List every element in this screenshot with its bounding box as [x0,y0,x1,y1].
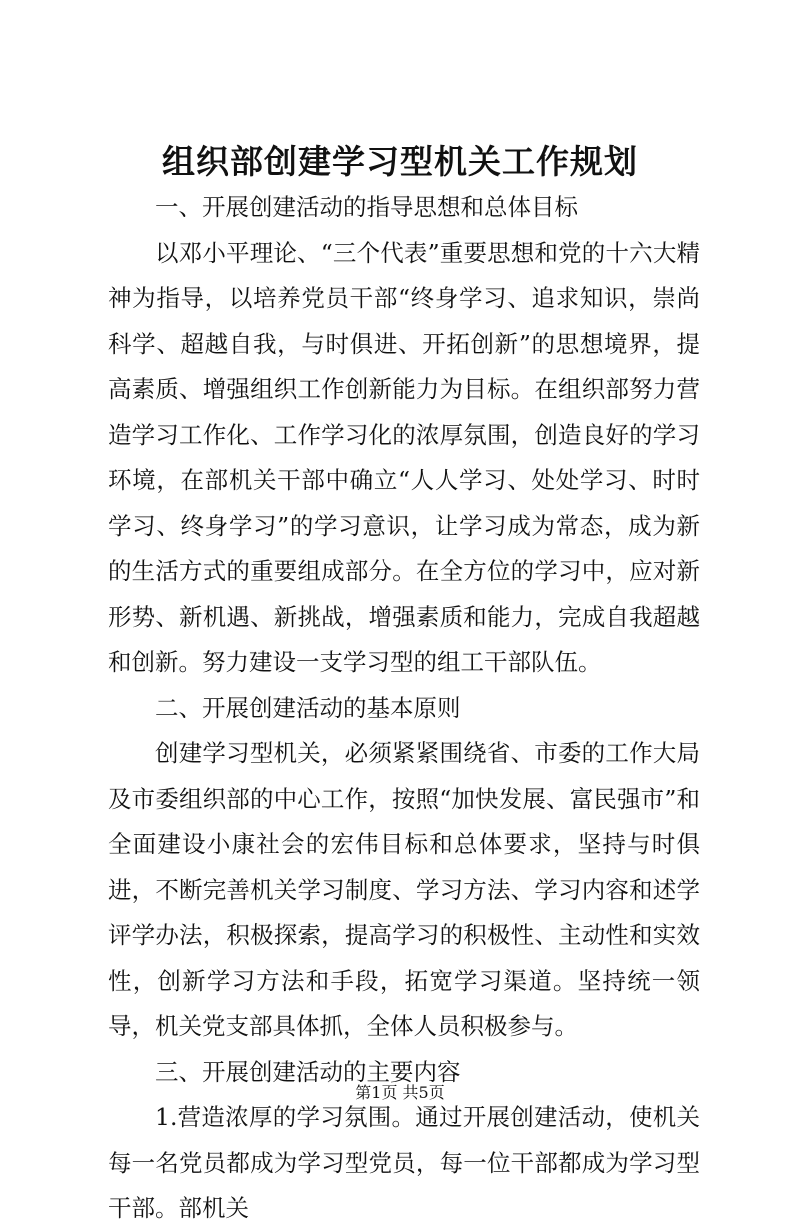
section-paragraph-3: 1.营造浓厚的学习氛围。通过开展创建活动，使机关每一名党员都成为学习型党员，每一位干部都成为学习型干部。部机关 [108,1103,700,1222]
section-heading-2: 二、开展创建活动的基本原则 [155,693,461,722]
document-title: 组织部创建学习型机关工作规划 [162,142,638,181]
document-body [108,185,700,1232]
section-paragraph-2: 创建学习型机关，必须紧紧围绕省、市委的工作大局及市委组织部的中心工作，按照“加快发展、富民强市”和全面建设小康社会的宏伟目标和总体要求，坚持与时俱进，不断完善机关学习制度、学习方法、学习内容和述学评学办法，积极探索，提高学习的积极性、主动性和实效性，创新学习方法和手段，拓宽学习渠道。坚持统一领导，机关党支部具体抓，全体人员积极参与。 [108,739,700,1040]
section-heading-3: 三、开展创建活动的主要内容 [155,1057,461,1086]
section-paragraph-1: 以邓小平理论、“三个代表”重要思想和党的十六大精神为指导，以培养党员干部“终身学习、追求知识，崇尚科学、超越自我，与时俱进、开拓创新”的思想境界，提高素质、增强组织工作创新能力为目标。在组织部努力营造学习工作化、工作学习化的浓厚氛围，创造良好的学习环境，在部机关干部中确立“人人学习、处处学习、时时学习、终身学习”的学习意识，让学习成为常态，成为新的生活方式的重要组成部分。在全方位的学习中，应对新形势、新机遇、新挑战，增强素质和能力，完成自我超越和创新。努力建设一支学习型的组工干部队伍。 [108,238,700,676]
page-footer: 第1页 共5页 [355,1083,445,1102]
section-heading-1: 一、开展创建活动的指导思想和总体目标 [155,193,578,221]
